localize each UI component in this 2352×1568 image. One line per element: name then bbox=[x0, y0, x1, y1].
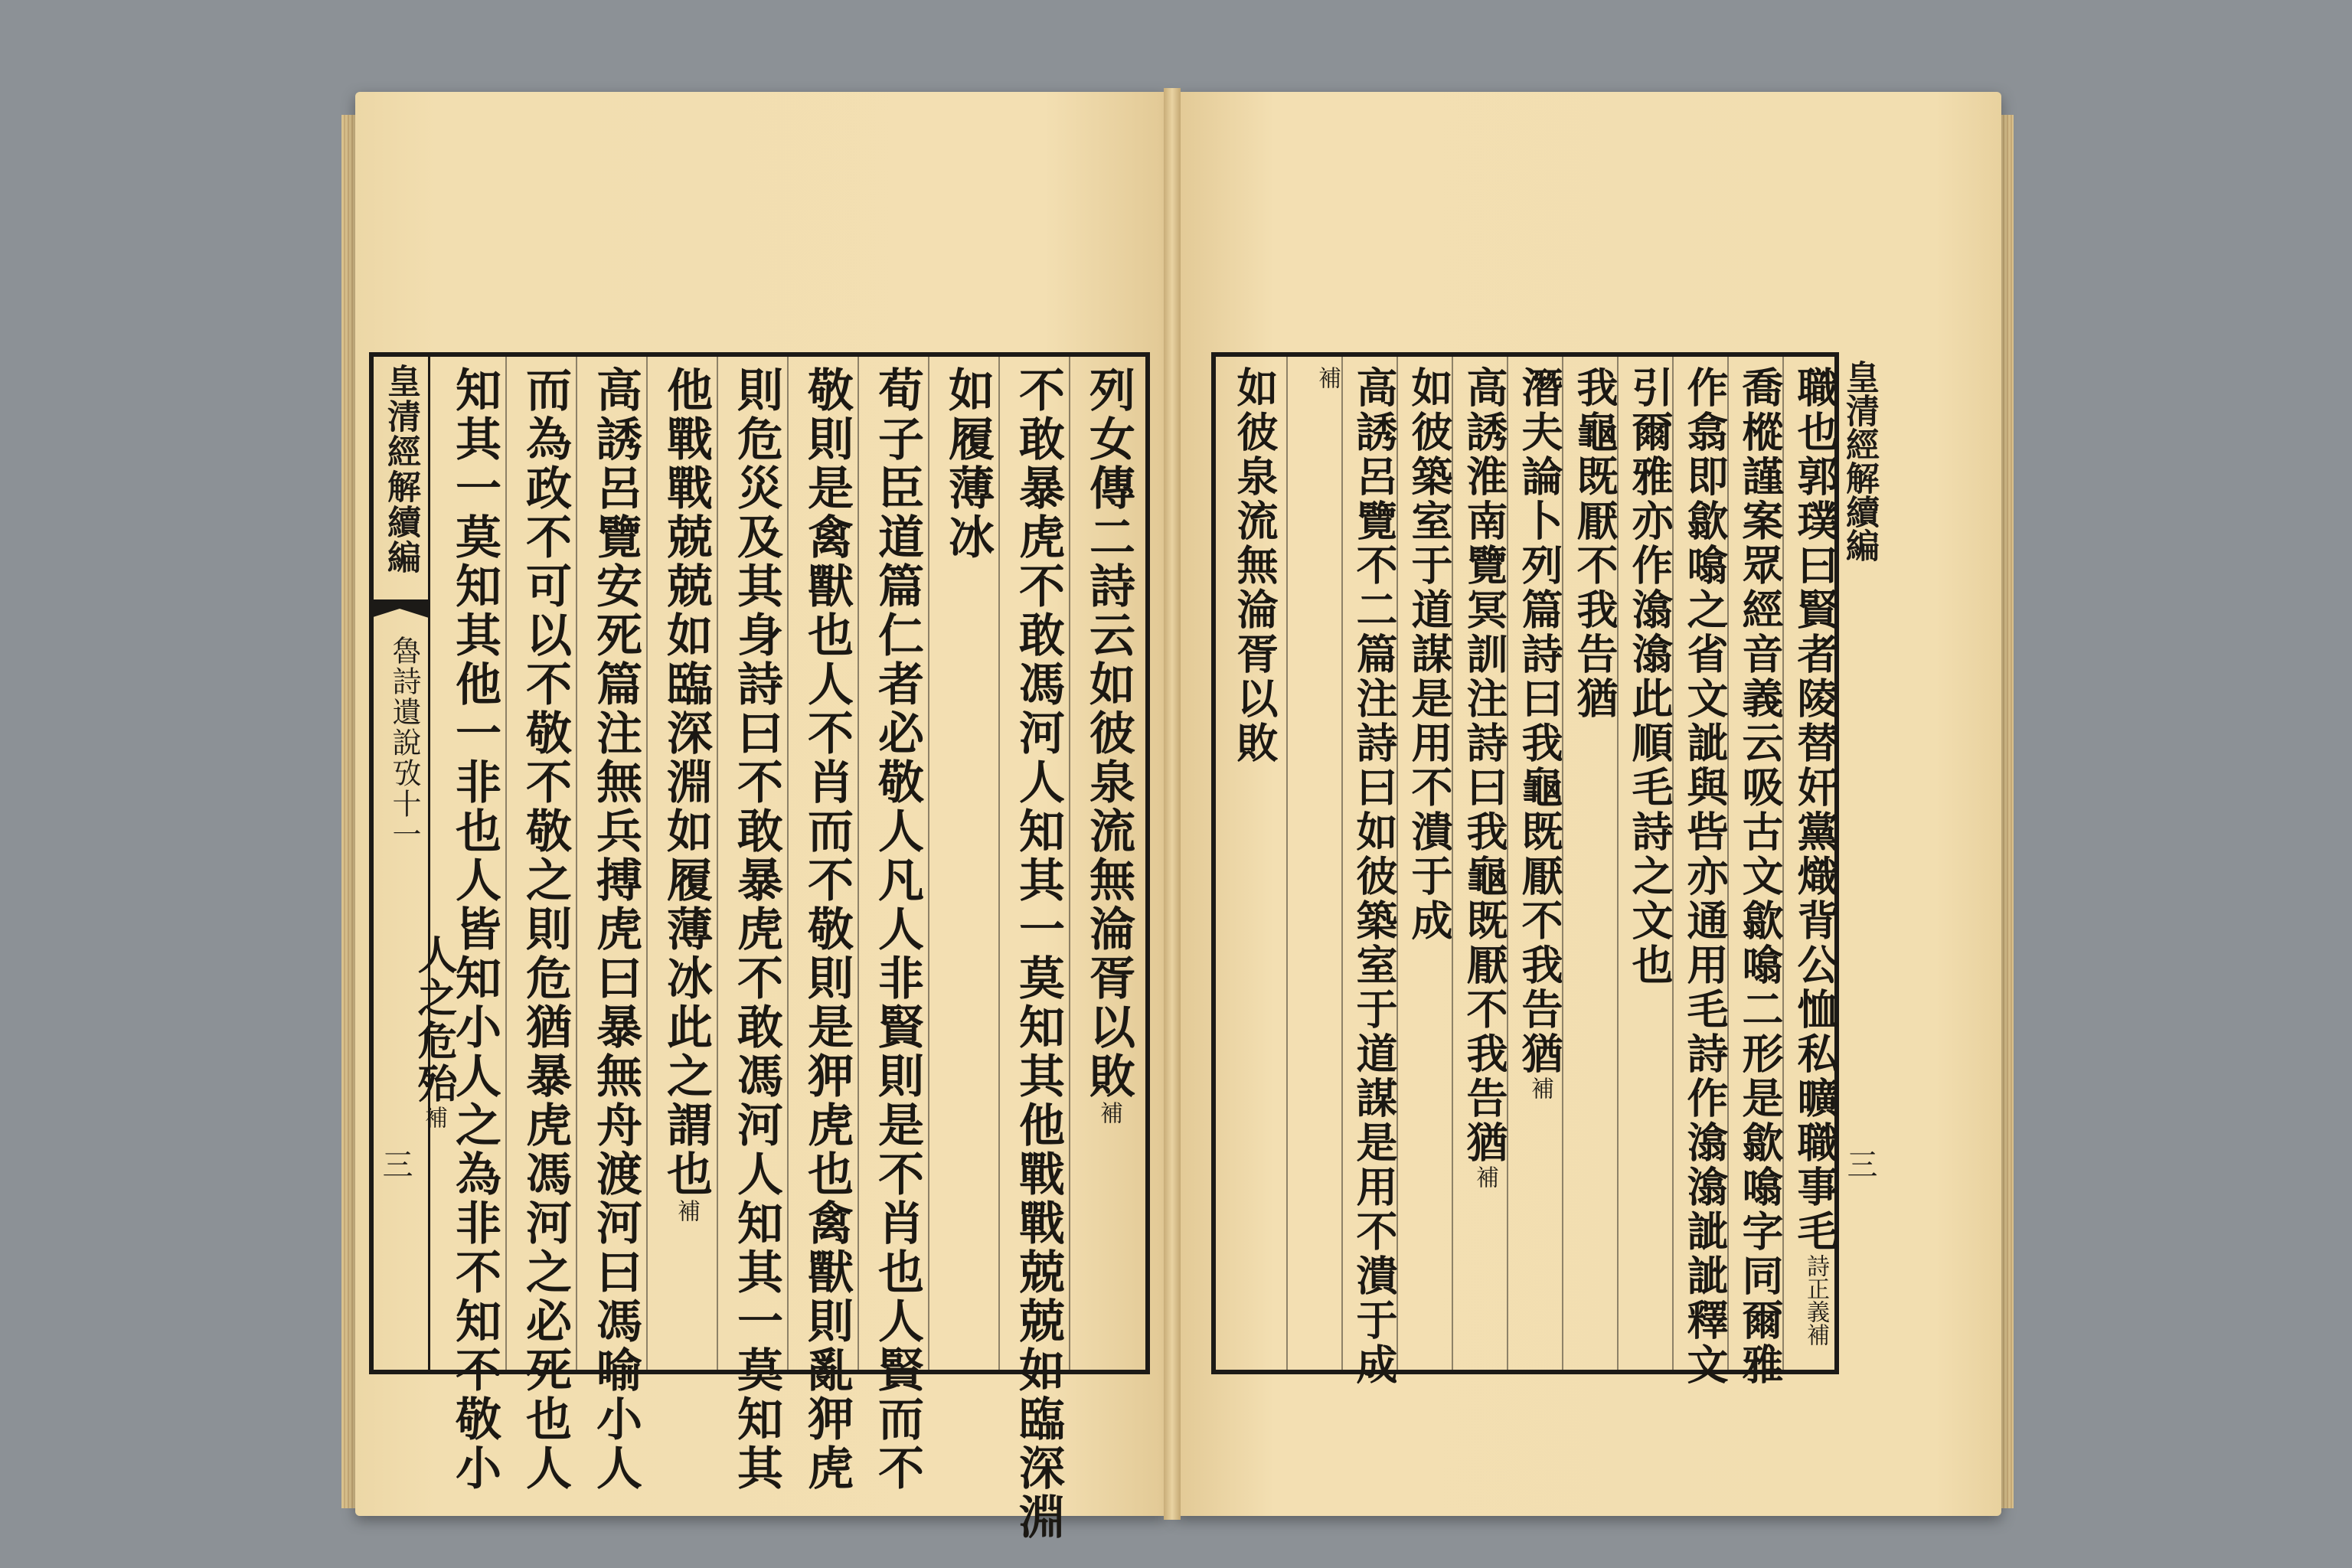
text-column: 引爾雅亦作潝潝此順毛詩之文也 bbox=[1625, 366, 1674, 988]
text-column: 荀子臣道篇仁者必敬人凡人非賢則是不肖也人賢而不 bbox=[871, 366, 924, 1493]
banxin-folio: 三 bbox=[377, 1148, 413, 1179]
fish-tail-icon bbox=[371, 593, 429, 624]
column-rule bbox=[1341, 357, 1343, 1370]
text-column: 知其一莫知其他一非也人皆知小人之為非不知不敬小 bbox=[448, 366, 501, 1493]
column-rule bbox=[1286, 357, 1288, 1370]
right-banxin-title: 皇清經解續編 bbox=[1840, 360, 1879, 562]
column-rule bbox=[717, 357, 718, 1370]
text-column-note: 補 bbox=[420, 1106, 447, 1129]
text-column: 高誘呂覽安死篇注無兵搏虎曰暴無舟渡河曰馮喻小人 bbox=[589, 366, 642, 1493]
text-column-text: 人之危殆 bbox=[410, 934, 457, 1106]
text-column: 如彼泉流無淪胥以敗 bbox=[1230, 366, 1279, 766]
column-rule bbox=[858, 357, 859, 1370]
text-column: 如履薄冰 bbox=[941, 366, 995, 562]
column-rule bbox=[928, 357, 929, 1370]
text-column: 而為政不可以不敬不敬之則危猶暴虎馮河之必死也人 bbox=[518, 366, 572, 1493]
column-rule bbox=[646, 357, 648, 1370]
column-rule bbox=[1069, 357, 1070, 1370]
text-column: 潛夫論卜列篇詩曰我龜既厭不我告猶補 bbox=[1515, 366, 1564, 1099]
banxin-title: 皇清經解續編 bbox=[381, 364, 420, 575]
column-rule bbox=[576, 357, 577, 1370]
text-column: 高誘呂覽不二篇注詩曰如彼築室于道謀是用不潰于成 bbox=[1350, 366, 1399, 1387]
text-column: 作翕即歙噏之省文訿與呰亦通用毛詩作潝潝訿訿釋文 bbox=[1681, 366, 1730, 1387]
book-gutter bbox=[1164, 88, 1181, 1520]
column-rule bbox=[998, 357, 1000, 1370]
text-column: 不敢暴虎不敢馮河人知其一莫知其他戰戰兢兢如臨深淵 bbox=[1011, 366, 1065, 1542]
text-column: 則危災及其身詩曰不敢暴虎不敢馮河人知其一莫知其 bbox=[730, 366, 783, 1493]
text-column: 敬則是禽獸也人不肖而不敬則是狎虎也禽獸則亂狎虎 bbox=[800, 366, 854, 1493]
text-column: 列女傳二詩云如彼泉流無淪胥以敗補 bbox=[1082, 366, 1135, 1124]
text-column-note: 補 bbox=[1314, 366, 1341, 389]
banxin-section: 魯詩遺說攷十一 bbox=[387, 635, 421, 850]
column-rule bbox=[505, 357, 507, 1370]
text-column: 職也郭璞曰賢者陵替奸黨熾背公恤私曠職事毛詩正義補 bbox=[1791, 366, 1840, 1346]
column-rule bbox=[787, 357, 789, 1370]
text-column: 喬樅謹案眾經音義云吸古文歙噏二形是歙噏字同爾雅 bbox=[1736, 366, 1785, 1387]
text-column: 如彼築室于道謀是用不潰于成 bbox=[1405, 366, 1454, 943]
text-column: 我龜既厭不我告猶 bbox=[1570, 366, 1619, 721]
text-column: 高誘淮南覽冥訓注詩曰我龜既厭不我告猶補 bbox=[1460, 366, 1509, 1188]
text-column: 他戰戰兢兢如臨深淵如履薄冰此之謂也補 bbox=[659, 366, 713, 1222]
right-banxin-folio: 三 bbox=[1842, 1148, 1877, 1179]
